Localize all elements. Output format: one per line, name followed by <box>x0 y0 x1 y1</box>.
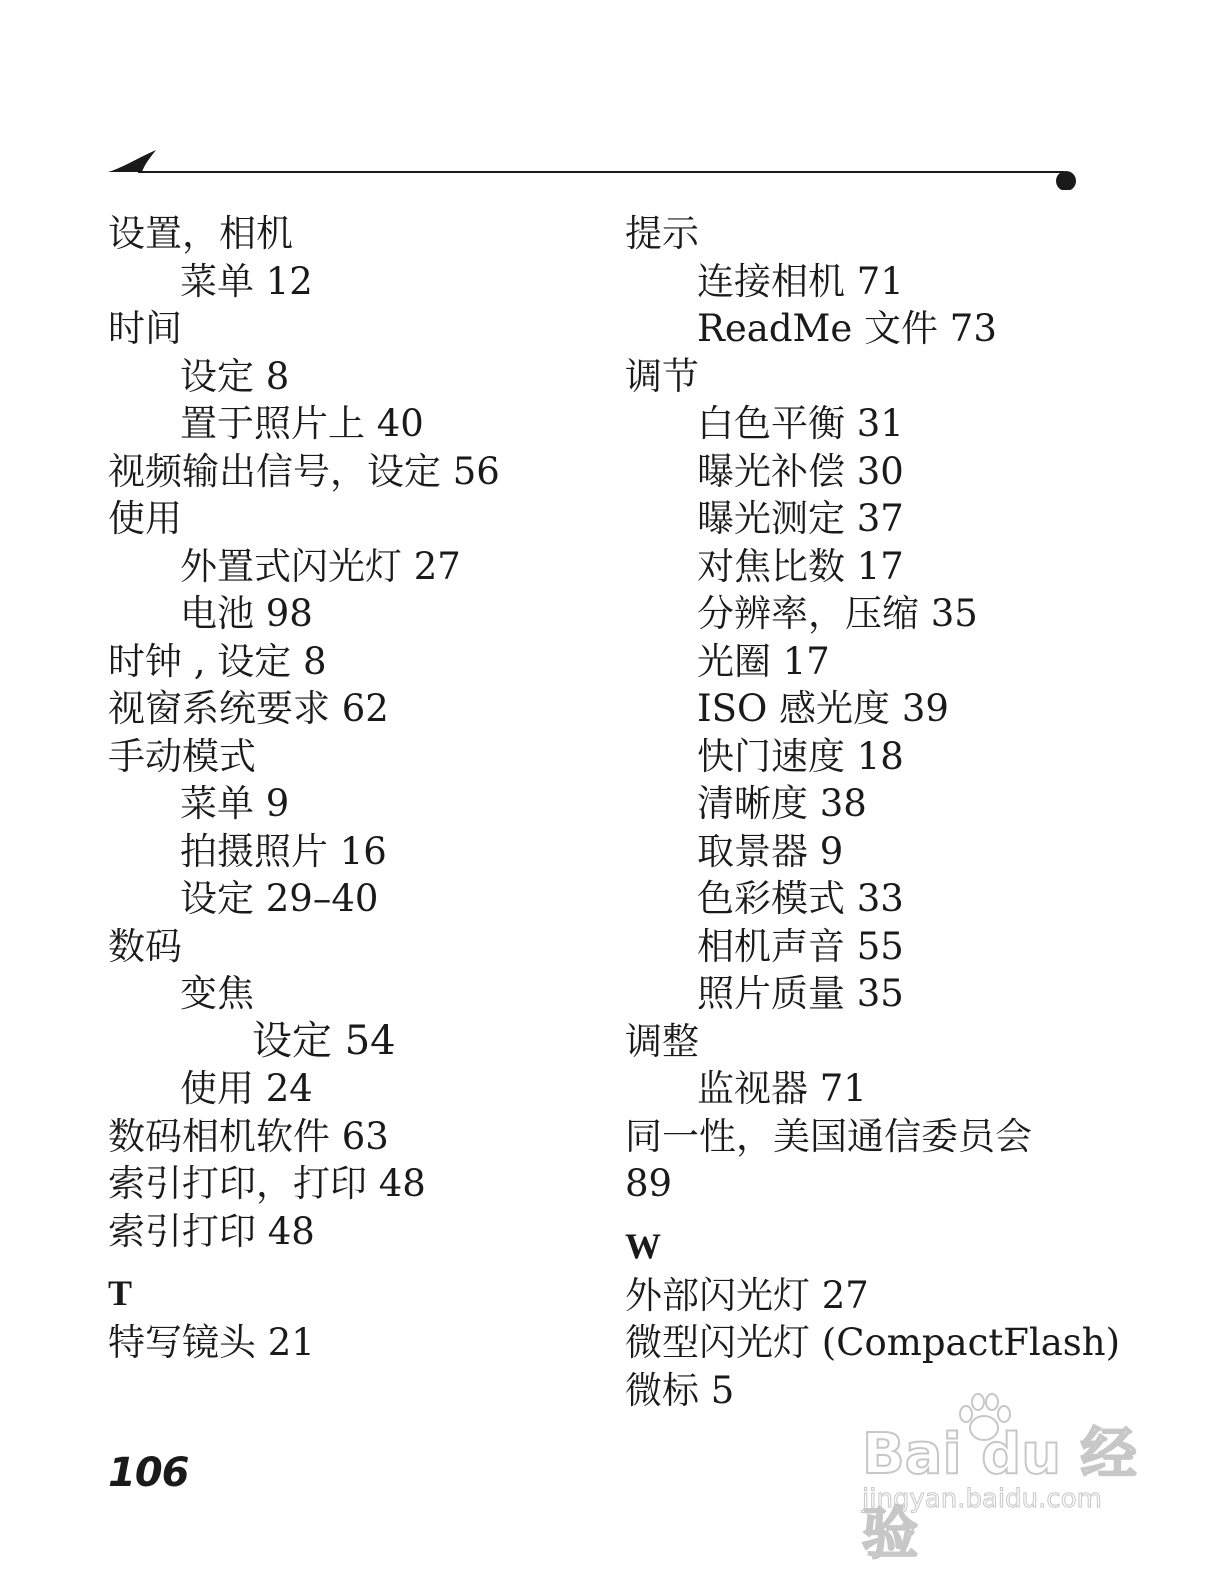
index-subentry: 清晰度 38 <box>697 782 867 825</box>
index-entry: 外部闪光灯 27 <box>625 1273 869 1317</box>
index-subentry: 快门速度 18 <box>697 734 904 778</box>
index-entry: 调节 <box>625 354 699 398</box>
index-subentry: 菜单 9 <box>180 782 290 825</box>
baidu-jingyan-watermark <box>862 1390 1162 1567</box>
index-subentry: 置于照片上 40 <box>180 402 424 445</box>
index-subentry: 设定 29–40 <box>180 877 379 920</box>
index-subentry: 白色平衡 31 <box>697 402 904 445</box>
index-entry: 设置，相机 <box>108 212 293 255</box>
index-entry: 同一性，美国通信委员会 <box>625 1114 1032 1158</box>
index-subentry: 变焦 <box>180 972 254 1015</box>
index-subentry: 相机声音 55 <box>697 924 904 968</box>
index-column-right <box>625 210 1121 1414</box>
index-subentry: ReadMe 文件 73 <box>697 307 997 350</box>
index-entry: 时间 <box>108 307 182 350</box>
index-subentry: 监视器 71 <box>697 1067 867 1110</box>
watermark-site-text: jingyan.baidu.com <box>862 1484 1102 1514</box>
index-entry: 使用 <box>108 497 182 540</box>
index-entry: 手动模式 <box>108 734 256 778</box>
index-entry: 索引打印，打印 48 <box>108 1162 426 1205</box>
index-entry: 提示 <box>625 212 699 255</box>
index-subentry: 电池 98 <box>180 592 313 635</box>
index-entry: 微标 5 <box>625 1368 735 1412</box>
index-entry-continuation: 89 <box>625 1162 673 1205</box>
index-entry: 索引打印 48 <box>108 1209 315 1253</box>
index-subentry: 曝光测定 37 <box>697 497 904 540</box>
page-number: 106 <box>108 1450 189 1496</box>
index-subsubentry: 设定 54 <box>252 1017 396 1064</box>
index-entry: 特写镜头 21 <box>108 1321 315 1364</box>
index-entry: 数码相机软件 63 <box>108 1114 389 1158</box>
index-subentry: 外置式闪光灯 27 <box>180 544 461 588</box>
section-letter-w: W <box>625 1225 661 1266</box>
index-subentry: 照片质量 35 <box>697 972 904 1015</box>
index-subentry: 曝光补偿 30 <box>697 449 904 493</box>
section-letter-t: T <box>108 1273 133 1313</box>
index-subentry: 色彩模式 33 <box>697 877 904 920</box>
index-entry: 微型闪光灯 (CompactFlash) <box>625 1321 1121 1364</box>
index-subentry: 分辨率，压缩 35 <box>697 592 978 635</box>
index-subentry: 菜单 12 <box>180 259 313 303</box>
index-subentry: 连接相机 71 <box>697 259 904 303</box>
index-entry: 视频输出信号，设定 56 <box>108 449 500 493</box>
index-subentry: 设定 8 <box>180 354 290 398</box>
index-entry: 数码 <box>108 924 182 968</box>
index-column-left <box>108 210 578 1367</box>
index-subentry: 使用 24 <box>180 1067 313 1110</box>
index-entry: 时钟 , 设定 8 <box>108 639 327 683</box>
header-rule <box>108 150 1078 190</box>
index-subentry: ISO 感光度 39 <box>697 687 949 730</box>
watermark-logo-text: Bai du 经验 <box>862 1422 1137 1567</box>
rule-end-dot-icon <box>1056 171 1076 190</box>
index-subentry: 光圈 17 <box>697 639 830 683</box>
index-subentry: 对焦比数 17 <box>697 544 904 588</box>
arrow-head-icon <box>108 150 156 172</box>
index-subentry: 拍摄照片 16 <box>180 829 387 873</box>
index-entry: 视窗系统要求 62 <box>108 687 389 730</box>
index-entry: 调整 <box>625 1019 699 1063</box>
index-subentry: 取景器 9 <box>697 829 844 873</box>
